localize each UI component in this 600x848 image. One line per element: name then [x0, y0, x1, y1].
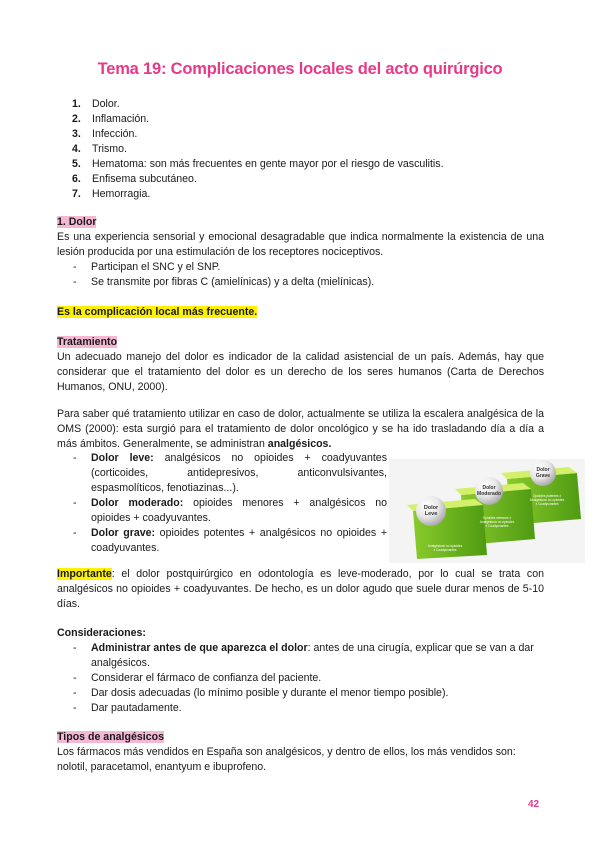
analgesic-ladder-svg [389, 459, 585, 563]
most-frequent-highlight: Es la complicación local más frecuente. [57, 306, 258, 318]
dash-bullet: - [73, 672, 77, 684]
analgesicos-bold: analgésicos. [267, 438, 332, 450]
dash-bullet: - [73, 497, 77, 509]
list-item [57, 671, 544, 686]
level-text: opioides menores + analgésicos no opioides + coadyuvantes. [91, 497, 387, 524]
list-text: Inflamación. [92, 113, 150, 125]
list-number: 4. [72, 143, 81, 155]
list-text: Trismo. [92, 143, 127, 155]
list-item [72, 142, 552, 157]
dolor-definition: Es una experiencia sensorial y emocional desagradable que indica normalmente la existencia de una lesión producida por una estimulación de los receptores nociceptivos. [57, 231, 544, 258]
dolor-point: Se transmite por fibras C (amielínicas) y a delta (mielínicas). [91, 276, 375, 288]
list-item [57, 526, 387, 556]
step-title-leve: Dolor Leve [423, 505, 439, 517]
step-title-grave: Dolor Grave [535, 467, 551, 479]
pain-levels-list [57, 451, 387, 556]
consideracion-text: Dar dosis adecuadas (lo mínimo posible y durante el menor tiempo posible). [91, 687, 449, 699]
consideraciones-section [57, 626, 544, 716]
consideracion-text: Considerar el fármaco de confianza del paciente. [91, 672, 322, 684]
list-item [57, 260, 544, 275]
list-item [72, 187, 552, 202]
tratamiento-paragraph-1: Un adecuado manejo del dolor es indicador de la calidad asistencial de un país. Además, hay que considerar que el tratamiento del dolor es un derecho de los seres humanos (Carta de Derechos Humanos, ONU, 2000). [57, 351, 544, 393]
list-number: 1. [72, 98, 81, 110]
list-text: Dolor. [92, 98, 120, 110]
list-text: Hemorragia. [92, 188, 151, 200]
step-caption-grave: Opioides potentes ± Analgésicos no opioides ± Coadyuvantes [529, 494, 565, 506]
section-heading-dolor: 1. Dolor [57, 216, 97, 228]
tipos-section [57, 730, 544, 775]
escalera-text: Para saber qué tratamiento utilizar en caso de dolor, actualmente se utiliza la escalera analgésica de la OMS (2000): esta surgió para el tratamiento de dolor oncológico y se ha ido trasladando día a día a más ámbitos. Generalmente, se administran [57, 408, 544, 450]
analgesic-ladder-figure [389, 459, 585, 563]
important-text: : el dolor postquirúrgico en odontología es leve-moderado, por lo cual se trata con analgésicos no opioides + coadyuvantes. De hecho, es un dolor agudo que suele durar menos de 5-10 días. [57, 568, 544, 610]
list-item [57, 496, 387, 526]
list-item [72, 97, 552, 112]
level-label: Dolor moderado: [91, 497, 184, 509]
list-item [57, 641, 544, 671]
step-caption-leve: Analgésicos no opioides ± Coadyuvantes [427, 544, 463, 552]
step-caption-moderado: Opioides menores ± Analgésicos no opioides ± Coadyuvantes [479, 516, 515, 528]
dash-bullet: - [73, 702, 77, 714]
level-text: analgésicos no opioides + coadyuvantes (corticoides, antidepresivos, anticonvulsivantes, espasmolíticos, fenotiazinas...). [91, 452, 387, 494]
consideracion-text: Dar pautadamente. [91, 702, 182, 714]
list-item [57, 686, 544, 701]
important-note [57, 567, 544, 612]
dolor-point: Participan el SNC y el SNP. [91, 261, 221, 273]
consideracion-text: : antes de una cirugía, explicar que se van a dar analgésicos. [91, 642, 534, 669]
dash-bullet: - [73, 527, 77, 539]
complications-list [72, 97, 552, 202]
list-number: 6. [72, 173, 81, 185]
list-item [57, 451, 387, 496]
list-text: Infección. [92, 128, 138, 140]
dash-bullet: - [73, 276, 77, 288]
list-item [57, 701, 544, 716]
important-label: Importante [57, 568, 112, 580]
dash-bullet: - [73, 642, 77, 654]
list-number: 3. [72, 128, 81, 140]
highlight-note [57, 305, 544, 320]
section-heading-tipos: Tipos de analgésicos [57, 731, 164, 743]
consideraciones-heading: Consideraciones: [57, 627, 146, 639]
dolor-section [57, 215, 544, 290]
step-title-moderado: Dolor Moderado [477, 485, 501, 497]
list-text: Hematoma: son más frecuentes en gente mayor por el riesgo de vasculitis. [92, 158, 444, 170]
dash-bullet: - [73, 261, 77, 273]
list-item [57, 275, 544, 290]
list-item [72, 172, 552, 187]
list-number: 2. [72, 113, 81, 125]
consideracion-bold: Administrar antes de que aparezca el dolor [91, 642, 308, 654]
list-number: 5. [72, 158, 81, 170]
list-number: 7. [72, 188, 81, 200]
page-number: 42 [528, 799, 540, 810]
level-label: Dolor grave: [91, 527, 156, 539]
list-item [72, 112, 552, 127]
dash-bullet: - [73, 687, 77, 699]
section-heading-tratamiento: Tratamiento [57, 336, 118, 348]
level-label: Dolor leve: [91, 452, 154, 464]
tipos-text: Los fármacos más vendidos en España son analgésicos, y dentro de ellos, los más vendidos son: nolotil, paracetamol, enantyum e ibuprofeno. [57, 746, 516, 773]
list-item [72, 127, 552, 142]
level-text: opioides potentes + analgésicos no opioides + coadyuvantes. [91, 527, 388, 554]
list-text: Enfisema subcutáneo. [92, 173, 197, 185]
tratamiento-section [57, 335, 544, 395]
dash-bullet: - [73, 452, 77, 464]
list-item [72, 157, 552, 172]
tratamiento-paragraph-2 [57, 407, 544, 452]
page-title: Tema 19: Complicaciones locales del acto quirúrgico [97, 60, 503, 78]
